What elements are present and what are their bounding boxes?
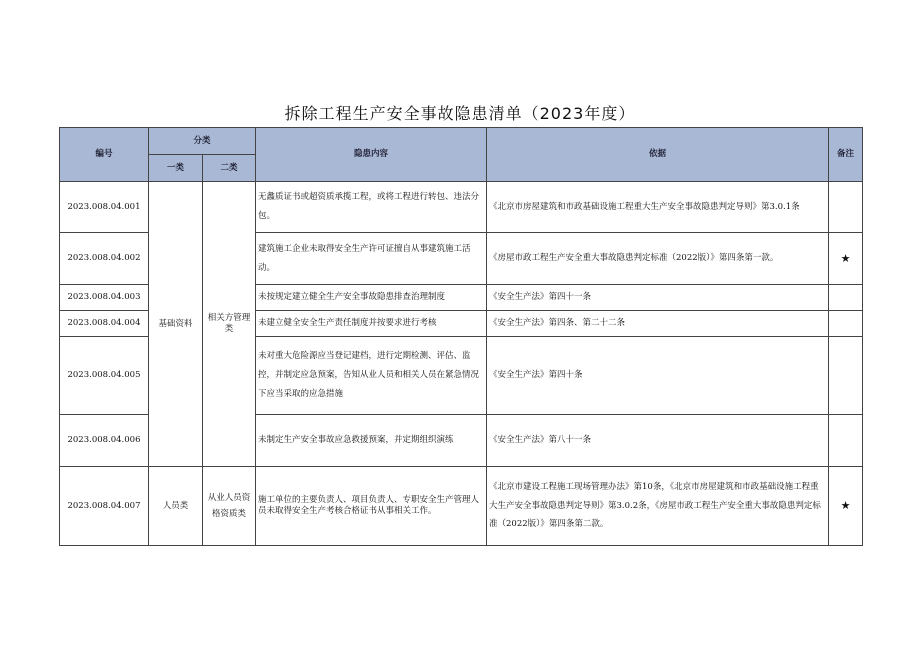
cat1-cell: 人员类 bbox=[149, 467, 203, 546]
basis-cell: 《安全生产法》第四十条 bbox=[487, 337, 829, 415]
table-row bbox=[60, 182, 863, 233]
row-id: 2023.008.04.006 bbox=[60, 415, 149, 467]
row-id: 2023.008.04.005 bbox=[60, 337, 149, 415]
basis-cell: 《安全生产法》第四条、第二十二条 bbox=[487, 311, 829, 337]
remark-cell bbox=[829, 285, 863, 311]
header-category: 分类 bbox=[149, 128, 256, 155]
header-cat1: 一类 bbox=[149, 155, 203, 182]
hazard-table bbox=[59, 127, 863, 546]
hazard-cell: 无蠡质证书或超资质承揽工程，或将工程进行转包、违法分包。 bbox=[256, 182, 487, 233]
basis-cell: 《北京市建设工程施工现场管理办法》第10条，《北京市房屋建筑和市政基础设施工程重大生产安全事故隐患判定导则》第3.0.2条，《房屋市政工程生产安全重大事故隐患判定标准（2022版）》第四条第二款。 bbox=[487, 467, 829, 546]
hazard-cell: 建筑施工企业未取得安全生产许可证擅自从事建筑施工活动。 bbox=[256, 233, 487, 285]
row-id: 2023.008.04.002 bbox=[60, 233, 149, 285]
row-id: 2023.008.04.007 bbox=[60, 467, 149, 546]
header-row bbox=[60, 128, 863, 155]
remark-cell bbox=[829, 182, 863, 233]
remark-cell bbox=[829, 415, 863, 467]
header-remark: 备注 bbox=[829, 128, 863, 182]
hazard-cell: 未对重大危险源应当登记建档，进行定期检测、评估、监控，并制定应急预案，告知从业人员和相关人员在紧急情况下应当采取的应急措施 bbox=[256, 337, 487, 415]
hazard-cell: 未制定生产安全事故应急救援预案，并定期组织演练 bbox=[256, 415, 487, 467]
row-id: 2023.008.04.001 bbox=[60, 182, 149, 233]
star-icon: ★ bbox=[829, 233, 863, 285]
hazard-cell: 未建立健全安全生产责任制度并按要求进行考核 bbox=[256, 311, 487, 337]
remark-cell bbox=[829, 337, 863, 415]
basis-cell: 《房屋市政工程生产安全重大事故隐患判定标准（2022版）》第四条第一款。 bbox=[487, 233, 829, 285]
table-row bbox=[60, 467, 863, 546]
hazard-cell: 施工单位的主要负责人、项目负责人、专职安全生产管理人员未取得安全生产考核合格证书从事相关工作。 bbox=[256, 467, 487, 546]
basis-cell: 《北京市房屋建筑和市政基础设施工程重大生产安全事故隐患判定导则》第3.0.1条 bbox=[487, 182, 829, 233]
remark-cell bbox=[829, 311, 863, 337]
basis-cell: 《安全生产法》第四十一条 bbox=[487, 285, 829, 311]
basis-cell: 《安全生产法》第八十一条 bbox=[487, 415, 829, 467]
header-cat2: 二类 bbox=[203, 155, 256, 182]
star-icon: ★ bbox=[829, 467, 863, 546]
cat1-cell: 基础资料 bbox=[149, 182, 203, 467]
row-id: 2023.008.04.003 bbox=[60, 285, 149, 311]
row-id: 2023.008.04.004 bbox=[60, 311, 149, 337]
page-title: 拆除工程生产安全事故隐患清单（2023年度） bbox=[284, 104, 636, 123]
hazard-cell: 未按规定建立健全生产安全事故隐患排查治理制度 bbox=[256, 285, 487, 311]
header-basis: 依据 bbox=[487, 128, 829, 182]
header-id: 编号 bbox=[60, 128, 149, 182]
cat2-cell: 相关方管理类 bbox=[203, 182, 256, 467]
header-hazard: 隐患内容 bbox=[256, 128, 487, 182]
cat2-cell: 从业人员资格资质类 bbox=[203, 467, 256, 546]
